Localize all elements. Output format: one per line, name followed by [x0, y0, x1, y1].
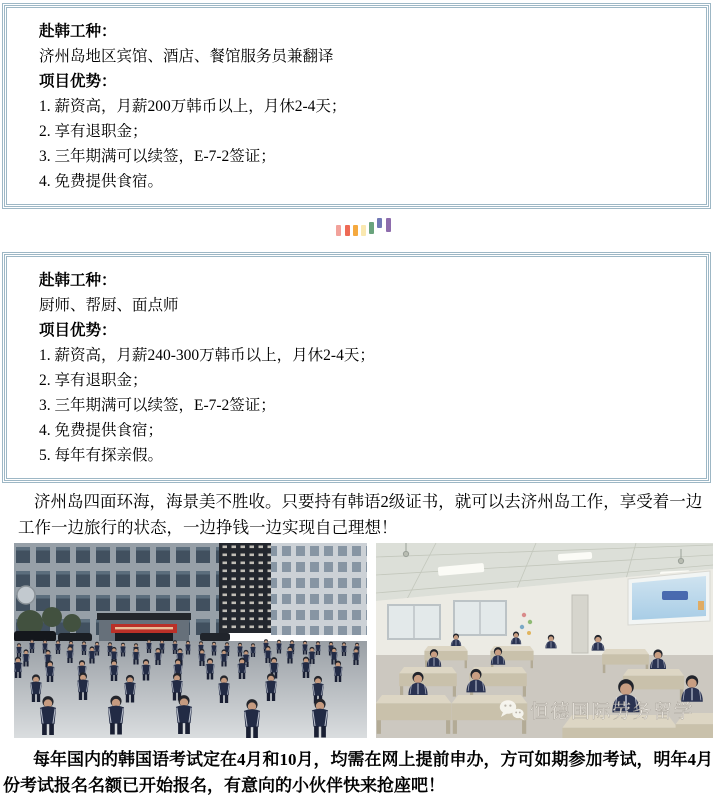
- photo-classroom: [376, 543, 713, 738]
- job-box-frame: [4, 5, 709, 207]
- separator-bar: [386, 218, 391, 232]
- job-type-heading: 赴韩工种：: [39, 23, 117, 40]
- advantage-item: 3. 三年期满可以续签，E-7-2签证；: [39, 148, 276, 165]
- photo-row: [14, 543, 713, 738]
- separator-bar: [345, 225, 350, 236]
- separator-bar: [377, 218, 382, 228]
- advantages-heading: 项目优势：: [39, 73, 117, 90]
- advantage-item: 1. 薪资高，月薪200万韩币以上，月休2-4天；: [39, 98, 347, 115]
- job-box-frame: [4, 254, 709, 481]
- sphere-sculpture: [17, 586, 35, 604]
- advantage-item: 2. 享有退职金；: [39, 123, 148, 140]
- job-box-cook: [2, 252, 711, 483]
- advantage-item: 2. 享有退职金；: [39, 372, 148, 389]
- classroom-scene: [376, 543, 713, 738]
- entrance: [97, 613, 191, 641]
- photo-outdoor-assembly: [14, 543, 367, 738]
- job-type-value: 济州岛地区宾馆、酒店、餐馆服务员兼翻译: [39, 48, 334, 65]
- job-type-value: 厨师、帮厨、面点师: [39, 297, 179, 314]
- separator-bar: [361, 225, 366, 236]
- separator-bar: [353, 225, 358, 236]
- job-box-content: [6, 7, 707, 205]
- advantage-item: 4. 免费提供食宿。: [39, 173, 164, 190]
- led-sign-building: [219, 543, 271, 633]
- watermark-text: 恒德国际劳务留学: [530, 701, 695, 723]
- white-building: [271, 543, 367, 635]
- paragraph-jeju-intro: 济州岛四面环海，海景美不胜收。只要持有韩语2级证书，就可以去济州岛工作，享受着一边工作一边旅行的状态，一边挣钱一边实现自己理想！: [18, 492, 703, 537]
- job-box-hotel: [2, 3, 711, 209]
- job-type-heading: 赴韩工种：: [39, 272, 117, 289]
- door: [572, 595, 588, 653]
- advantage-item: 4. 免费提供食宿；: [39, 422, 164, 439]
- advantage-item: 5. 每年有探亲假。: [39, 447, 164, 464]
- paragraph-exam-notice: 每年国内的韩国语考试定在4月和10月，均需在网上提前申办，方可如期参加考试，明年4月份考试报名名额已开始报名，有意向的小伙伴快来抢座吧！: [3, 750, 713, 795]
- advantage-item: 3. 三年期满可以续签，E-7-2签证；: [39, 397, 276, 414]
- separator-bar: [336, 225, 341, 236]
- job-box-content: [6, 256, 707, 479]
- projection-screen: [628, 571, 710, 625]
- advantage-item: 1. 薪资高，月薪240-300万韩币以上，月休2-4天；: [39, 347, 375, 364]
- assembly-scene: [14, 543, 367, 738]
- advantages-heading: 项目优势：: [39, 322, 117, 339]
- separator-bar: [369, 222, 374, 234]
- colored-bars-divider-icon: [14, 212, 713, 248]
